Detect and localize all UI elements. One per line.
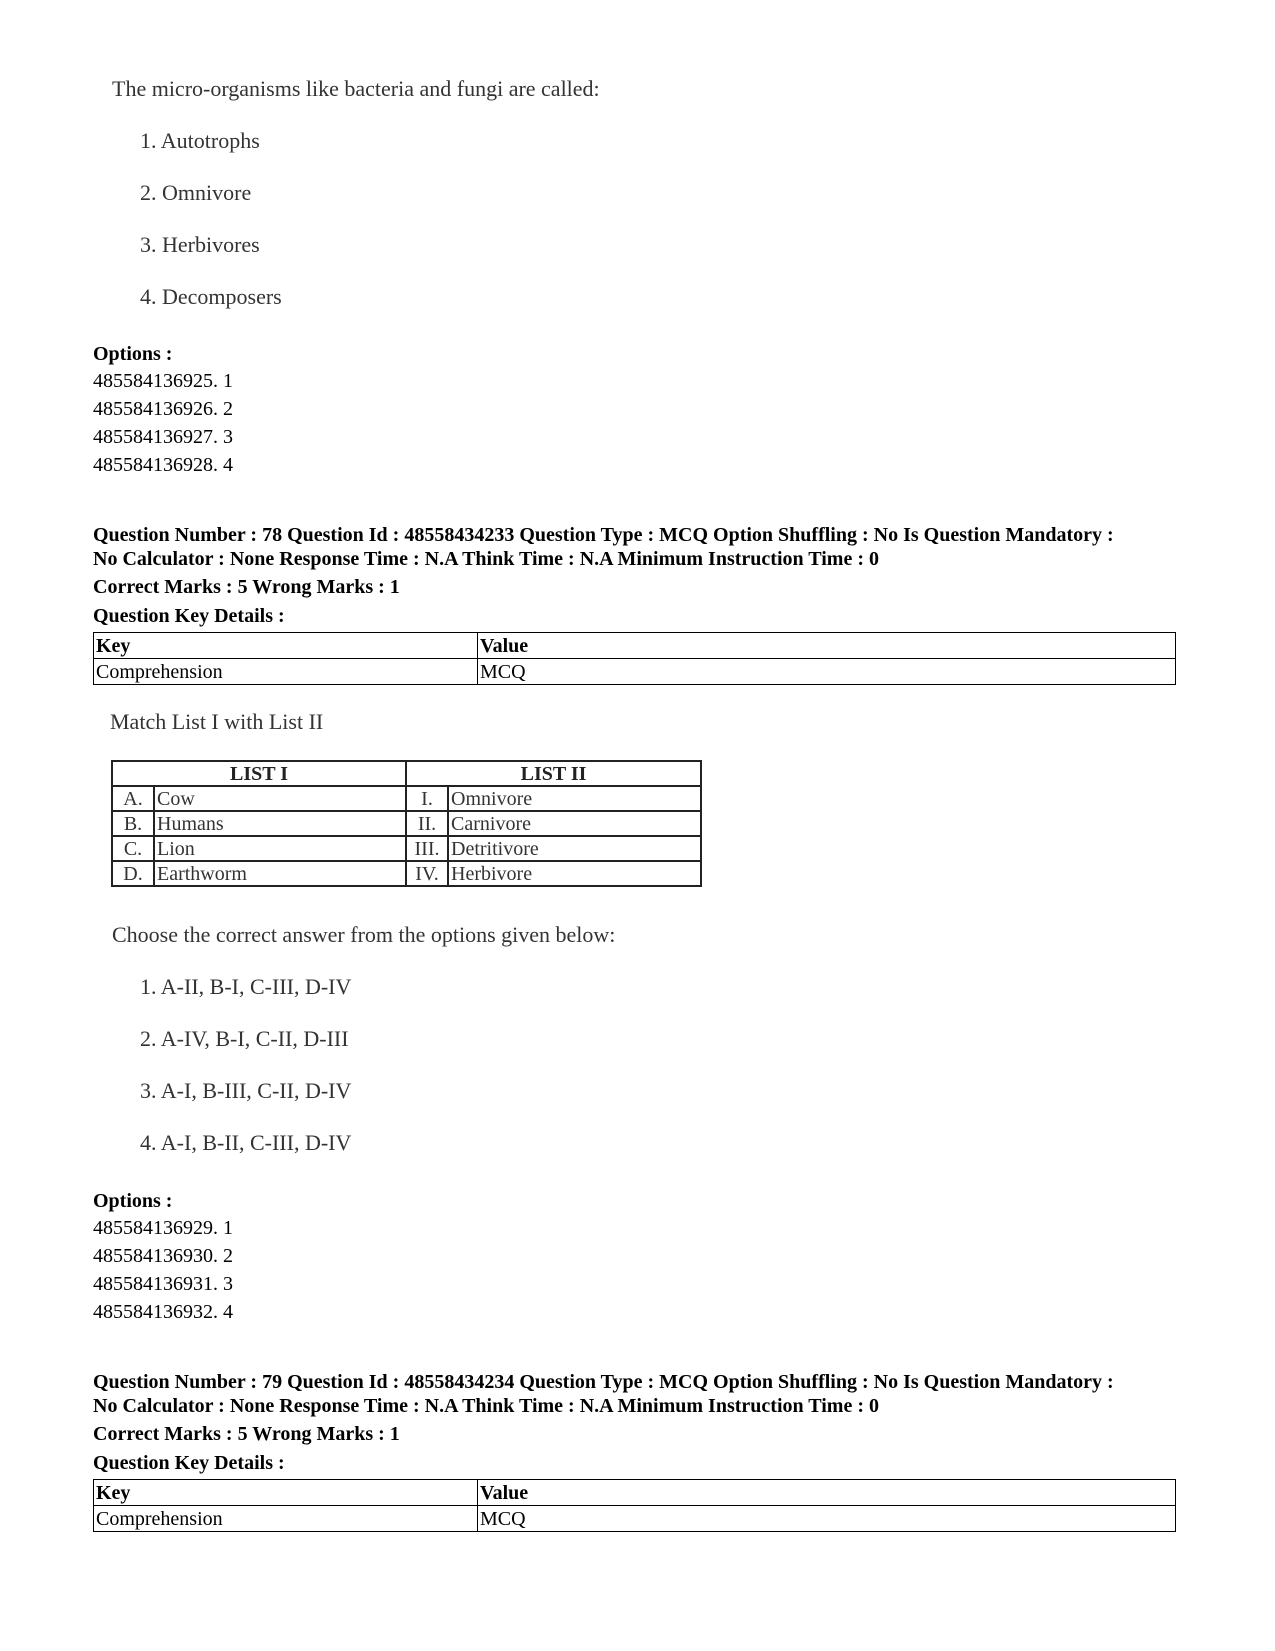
list-1-item: Earthworm [154,861,406,886]
q78-list-table [111,760,702,887]
q79-meta-line-1: Question Number : 79 Question Id : 48558434234 Question Type : MCQ Option Shuffling : No Is Question Mandatory : [93,1371,1114,1393]
q77-options-label: Options : [93,343,173,365]
q78-key-table [93,632,1176,685]
q78-option-3: 485584136931. 3 [93,1273,233,1295]
list-1-item: Cow [154,786,406,811]
q79-key-header-key: Key [94,1480,478,1506]
q78-meta-line-2: No Calculator : None Response Time : N.A Think Time : N.A Minimum Instruction Time : 0 [93,548,879,570]
list-2-item: Omnivore [448,786,701,811]
q79-key-table-row [94,1506,1176,1532]
q78-key-cell-key: Comprehension [94,659,478,685]
q77-question-text: The micro-organisms like bacteria and fungi are called: [112,76,600,101]
table-row [112,811,701,836]
list-1-mark: B. [112,811,154,836]
list-2-mark: I. [406,786,448,811]
list-2-header: LIST II [406,761,701,786]
q79-key-table [93,1479,1176,1532]
q79-key-cell-value: MCQ [478,1506,1176,1532]
q78-choice-1: 1. A-II, B-I, C-III, D-IV [140,974,352,999]
q78-key-details-label: Question Key Details : [93,605,285,627]
q78-choice-3: 3. A-I, B-III, C-II, D-IV [140,1078,352,1103]
q78-meta-line-1: Question Number : 78 Question Id : 48558434233 Question Type : MCQ Option Shuffling : No Is Question Mandatory : [93,524,1114,546]
q78-option-4: 485584136932. 4 [93,1301,233,1323]
q78-key-cell-value: MCQ [478,659,1176,685]
q78-marks: Correct Marks : 5 Wrong Marks : 1 [93,576,400,598]
table-row [112,836,701,861]
list-1-mark: D. [112,861,154,886]
q77-option-1: 485584136925. 1 [93,370,233,392]
list-1-item: Humans [154,811,406,836]
q78-key-table-header [94,633,1176,659]
list-1-mark: C. [112,836,154,861]
q78-options-list [93,1214,233,1326]
list-2-mark: III. [406,836,448,861]
q78-question-text: Match List I with List II [110,709,324,734]
list-2-mark: IV. [406,861,448,886]
q77-choice-3: 3. Herbivores [140,232,260,257]
q78-list-table-header [112,761,701,786]
q77-option-3: 485584136927. 3 [93,426,233,448]
q78-instruction: Choose the correct answer from the options given below: [112,922,616,947]
q79-key-cell-key: Comprehension [94,1506,478,1532]
list-2-mark: II. [406,811,448,836]
q77-options-list [93,367,233,479]
q78-options-label: Options : [93,1190,173,1212]
list-1-mark: A. [112,786,154,811]
q79-meta-line-2: No Calculator : None Response Time : N.A Think Time : N.A Minimum Instruction Time : 0 [93,1395,879,1417]
q79-key-table-header [94,1480,1176,1506]
q77-choice-1: 1. Autotrophs [140,128,260,153]
q77-choice-4: 4. Decomposers [140,284,282,309]
list-1-item: Lion [154,836,406,861]
q77-option-2: 485584136926. 2 [93,398,233,420]
list-2-item: Detritivore [448,836,701,861]
q77-option-4: 485584136928. 4 [93,454,233,476]
q78-key-table-row [94,659,1176,685]
q79-key-details-label: Question Key Details : [93,1452,285,1474]
q78-choice-4: 4. A-I, B-II, C-III, D-IV [140,1130,352,1155]
q79-marks: Correct Marks : 5 Wrong Marks : 1 [93,1423,400,1445]
q78-option-2: 485584136930. 2 [93,1245,233,1267]
q77-choice-2: 2. Omnivore [140,180,252,205]
q78-key-header-key: Key [94,633,478,659]
q78-option-1: 485584136929. 1 [93,1217,233,1239]
list-2-item: Carnivore [448,811,701,836]
table-row [112,786,701,811]
q78-key-header-value: Value [478,633,1176,659]
table-row [112,861,701,886]
q78-choice-2: 2. A-IV, B-I, C-II, D-III [140,1026,349,1051]
list-1-header: LIST I [112,761,406,786]
list-2-item: Herbivore [448,861,701,886]
q79-key-header-value: Value [478,1480,1176,1506]
